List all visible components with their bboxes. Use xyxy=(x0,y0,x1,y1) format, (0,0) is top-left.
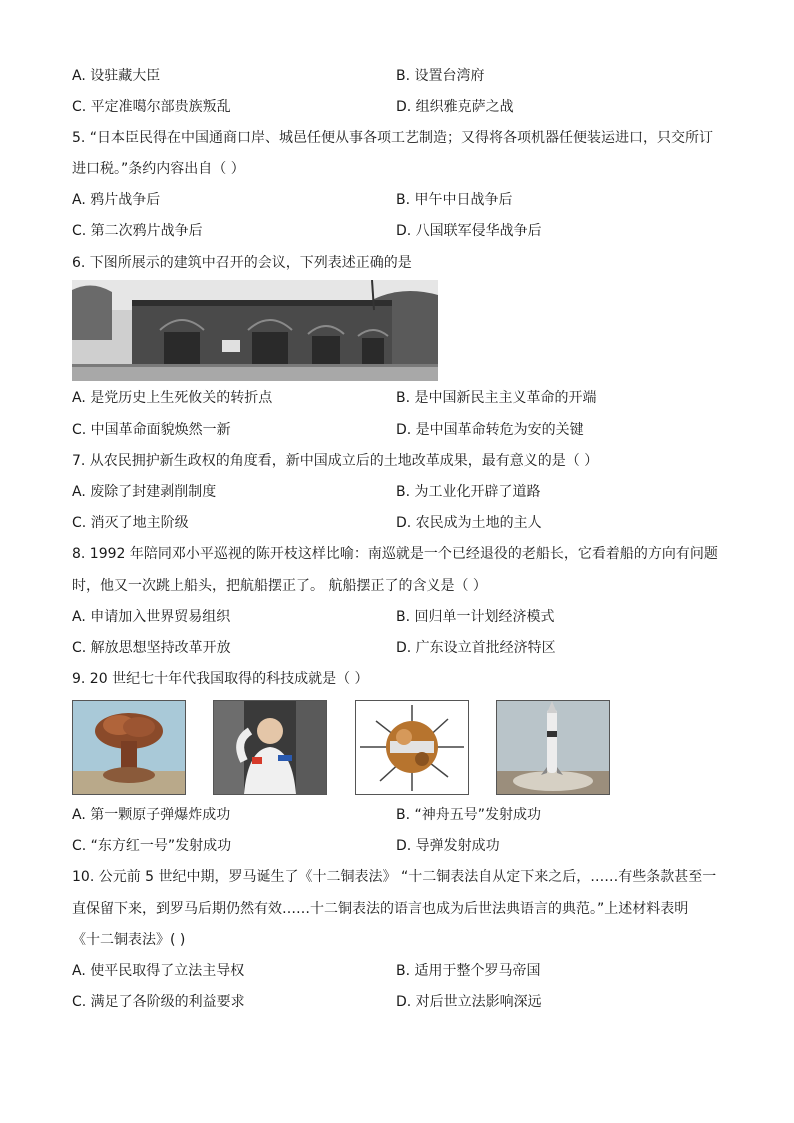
astronaut-image xyxy=(214,701,326,794)
q6-stem: 6. 下图所展示的建筑中召开的会议，下列表述正确的是 xyxy=(72,255,412,271)
q9-option-a: A. 第一颗原子弹爆炸成功 xyxy=(72,807,231,823)
q10-stem-line1: 10. 公元前 5 世纪中期，罗马诞生了《十二铜表法》 “十二铜表法自从定下来之后，……有些条款甚至一 xyxy=(72,869,717,885)
q10-stem-line2: 直保留下来，到罗马后期仍然有效……十二铜表法的语言也成为后世法典语言的典范。”上述材料表明 xyxy=(72,901,689,917)
q7-stem: 7. 从农民拥护新生政权的角度看，新中国成立后的土地改革成果，最有意义的是（ ） xyxy=(72,453,599,469)
q5-stem-line1: 5. “日本臣民得在中国通商口岸、城邑任便从事各项工艺制造；又得将各项机器任便装运进口，只交所订 xyxy=(72,130,714,146)
satellite-image xyxy=(356,701,468,794)
q4-option-a: A. 设驻藏大臣 xyxy=(72,68,161,84)
q5-option-a: A. 鸦片战争后 xyxy=(72,192,161,208)
q4-option-b: B. 设置台湾府 xyxy=(396,68,485,84)
q10-option-c: C. 满足了各阶级的利益要求 xyxy=(72,994,245,1010)
q9-stem: 9. 20 世纪七十年代我国取得的科技成就是（ ） xyxy=(72,671,369,687)
astronaut-photo xyxy=(213,700,327,795)
q8-option-d: D. 广东设立首批经济特区 xyxy=(396,640,556,656)
q10-option-a: A. 使平民取得了立法主导权 xyxy=(72,963,245,979)
q6-option-b: B. 是中国新民主主义革命的开端 xyxy=(396,390,597,406)
q5-option-b: B. 甲午中日战争后 xyxy=(396,192,513,208)
satellite-photo xyxy=(355,700,469,795)
q4-option-d: D. 组织雅克萨之战 xyxy=(396,99,514,115)
missile-launch-image xyxy=(497,701,609,794)
mushroom-cloud-image xyxy=(73,701,185,794)
q9-option-b: B. “神舟五号”发射成功 xyxy=(396,807,542,823)
q7-option-b: B. 为工业化开辟了道路 xyxy=(396,484,541,500)
q7-option-d: D. 农民成为土地的主人 xyxy=(396,515,542,531)
q10-option-d: D. 对后世立法影响深远 xyxy=(396,994,542,1010)
q5-stem-line2: 进口税。”条约内容出自（ ） xyxy=(72,161,245,177)
q5-option-c: C. 第二次鸦片战争后 xyxy=(72,223,203,239)
q6-option-d: D. 是中国革命转危为安的关键 xyxy=(396,422,584,438)
mushroom-cloud-photo xyxy=(72,700,186,795)
missile-launch-photo xyxy=(496,700,610,795)
q8-option-b: B. 回归单一计划经济模式 xyxy=(396,609,555,625)
q10-option-b: B. 适用于整个罗马帝国 xyxy=(396,963,541,979)
q5-option-d: D. 八国联军侵华战争后 xyxy=(396,223,542,239)
q8-stem-line2: 时，他又一次跳上船头，把航船摆正了。 航船摆正了的含义是（ ） xyxy=(72,578,487,594)
building-photo-image xyxy=(72,280,438,381)
q6-option-a: A. 是党历史上生死攸关的转折点 xyxy=(72,390,273,406)
building-photo xyxy=(72,280,438,381)
q8-stem-line1: 8. 1992 年陪同邓小平巡视的陈开枝这样比喻：南巡就是一个已经退役的老船长，它看着船的方向有问题 xyxy=(72,546,718,562)
q10-stem-line3: 《十二铜表法》( ) xyxy=(72,932,186,948)
q9-option-d: D. 导弹发射成功 xyxy=(396,838,500,854)
q9-option-c: C. “东方红一号”发射成功 xyxy=(72,838,232,854)
q8-option-a: A. 申请加入世界贸易组织 xyxy=(72,609,231,625)
q6-option-c: C. 中国革命面貌焕然一新 xyxy=(72,422,231,438)
q8-option-c: C. 解放思想坚持改革开放 xyxy=(72,640,231,656)
q7-option-a: A. 废除了封建剥削制度 xyxy=(72,484,217,500)
q7-option-c: C. 消灭了地主阶级 xyxy=(72,515,189,531)
q4-option-c: C. 平定准噶尔部贵族叛乱 xyxy=(72,99,231,115)
